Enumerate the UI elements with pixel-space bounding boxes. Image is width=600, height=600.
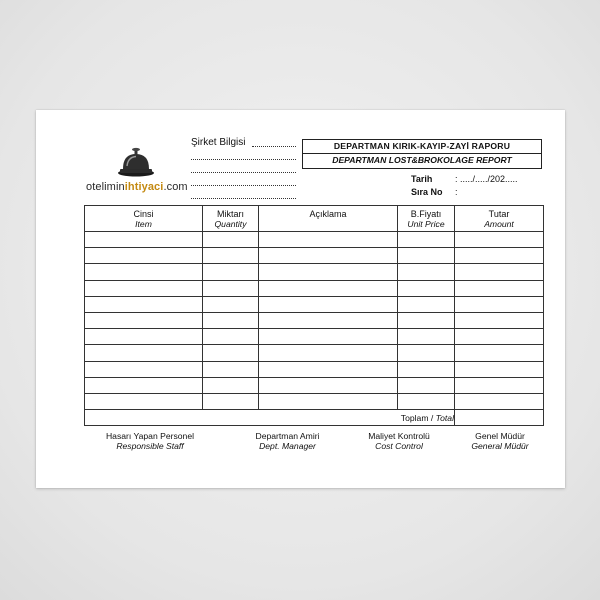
- unit-price-cell[interactable]: [398, 393, 455, 409]
- quantity-cell[interactable]: [203, 377, 259, 393]
- unit-price-cell[interactable]: [398, 296, 455, 312]
- amount-cell[interactable]: [455, 393, 544, 409]
- table-row: [85, 312, 544, 328]
- amount-cell[interactable]: [455, 361, 544, 377]
- table-row: [85, 248, 544, 264]
- table-row: [85, 280, 544, 296]
- service-bell-icon: [116, 142, 156, 178]
- table-header-row: [85, 206, 544, 232]
- column-header-unit-price: B.Fiyatı Unit Price: [398, 206, 455, 232]
- table-row: [85, 232, 544, 248]
- amount-cell[interactable]: [455, 329, 544, 345]
- company-dotted-line-1: [252, 146, 296, 147]
- brand-logo-text: oteliminihtiyaci.com: [86, 181, 188, 193]
- item-cell[interactable]: [85, 248, 203, 264]
- description-cell[interactable]: [259, 361, 398, 377]
- report-title-en: DEPARTMAN LOST&BROKOLAGE REPORT: [332, 155, 512, 165]
- amount-cell[interactable]: [455, 377, 544, 393]
- unit-price-cell[interactable]: [398, 248, 455, 264]
- report-title-tr: DEPARTMAN KIRIK-KAYIP-ZAYİ RAPORU: [333, 141, 511, 151]
- amount-cell[interactable]: [455, 232, 544, 248]
- quantity-cell[interactable]: [203, 393, 259, 409]
- amount-cell[interactable]: [455, 264, 544, 280]
- item-cell[interactable]: [85, 280, 203, 296]
- signature-dept-manager: Departman Amiri Dept. Manager: [255, 431, 320, 451]
- date-value: : ...../...../202.....: [455, 174, 518, 184]
- column-header-description: Açıklama: [259, 206, 398, 232]
- company-info-label: Şirket Bilgisi: [191, 137, 246, 148]
- item-cell[interactable]: [85, 361, 203, 377]
- item-cell[interactable]: [85, 232, 203, 248]
- table-row: [85, 296, 544, 312]
- sequence-no-value: :: [455, 187, 458, 197]
- item-cell[interactable]: [85, 296, 203, 312]
- table-row: [85, 361, 544, 377]
- unit-price-cell[interactable]: [398, 361, 455, 377]
- quantity-cell[interactable]: [203, 264, 259, 280]
- total-label: Toplam / Total: [85, 410, 455, 426]
- item-cell[interactable]: [85, 264, 203, 280]
- column-header-item: Cinsi Item: [85, 206, 203, 232]
- description-cell[interactable]: [259, 248, 398, 264]
- amount-cell[interactable]: [455, 345, 544, 361]
- column-header-quantity: Miktarı Quantity: [203, 206, 259, 232]
- description-cell[interactable]: [259, 296, 398, 312]
- unit-price-cell[interactable]: [398, 280, 455, 296]
- description-cell[interactable]: [259, 377, 398, 393]
- table-row: [85, 345, 544, 361]
- item-cell[interactable]: [85, 345, 203, 361]
- company-dotted-line-4: [191, 185, 296, 186]
- item-cell[interactable]: [85, 329, 203, 345]
- item-cell[interactable]: [85, 312, 203, 328]
- signature-general-manager: Genel Müdür General Müdür: [471, 431, 529, 451]
- sequence-no-label: Sıra No: [411, 187, 443, 197]
- table-row: [85, 329, 544, 345]
- quantity-cell[interactable]: [203, 232, 259, 248]
- quantity-cell[interactable]: [203, 312, 259, 328]
- total-amount-cell[interactable]: [455, 410, 544, 426]
- item-cell[interactable]: [85, 393, 203, 409]
- column-header-amount: Tutar Amount: [455, 206, 544, 232]
- unit-price-cell[interactable]: [398, 329, 455, 345]
- quantity-cell[interactable]: [203, 280, 259, 296]
- table-row: [85, 377, 544, 393]
- company-dotted-line-2: [191, 159, 296, 160]
- item-cell[interactable]: [85, 377, 203, 393]
- amount-cell[interactable]: [455, 248, 544, 264]
- quantity-cell[interactable]: [203, 361, 259, 377]
- report-title-box: [302, 139, 542, 169]
- description-cell[interactable]: [259, 329, 398, 345]
- signature-cost-control: Maliyet Kontrolü Cost Control: [368, 431, 430, 451]
- table-row: [85, 393, 544, 409]
- total-row: [85, 410, 544, 426]
- quantity-cell[interactable]: [203, 296, 259, 312]
- items-table: [84, 205, 544, 426]
- amount-cell[interactable]: [455, 280, 544, 296]
- unit-price-cell[interactable]: [398, 232, 455, 248]
- description-cell[interactable]: [259, 393, 398, 409]
- description-cell[interactable]: [259, 312, 398, 328]
- unit-price-cell[interactable]: [398, 377, 455, 393]
- signature-responsible-staff: Hasarı Yapan Personel Responsible Staff: [105, 431, 195, 451]
- amount-cell[interactable]: [455, 312, 544, 328]
- description-cell[interactable]: [259, 232, 398, 248]
- date-label: Tarih: [411, 174, 433, 184]
- description-cell[interactable]: [259, 345, 398, 361]
- company-dotted-line-3: [191, 172, 296, 173]
- quantity-cell[interactable]: [203, 345, 259, 361]
- amount-cell[interactable]: [455, 296, 544, 312]
- table-row: [85, 264, 544, 280]
- unit-price-cell[interactable]: [398, 345, 455, 361]
- quantity-cell[interactable]: [203, 329, 259, 345]
- title-divider: [303, 153, 541, 154]
- description-cell[interactable]: [259, 280, 398, 296]
- unit-price-cell[interactable]: [398, 264, 455, 280]
- quantity-cell[interactable]: [203, 248, 259, 264]
- company-dotted-line-5: [191, 198, 296, 199]
- description-cell[interactable]: [259, 264, 398, 280]
- unit-price-cell[interactable]: [398, 312, 455, 328]
